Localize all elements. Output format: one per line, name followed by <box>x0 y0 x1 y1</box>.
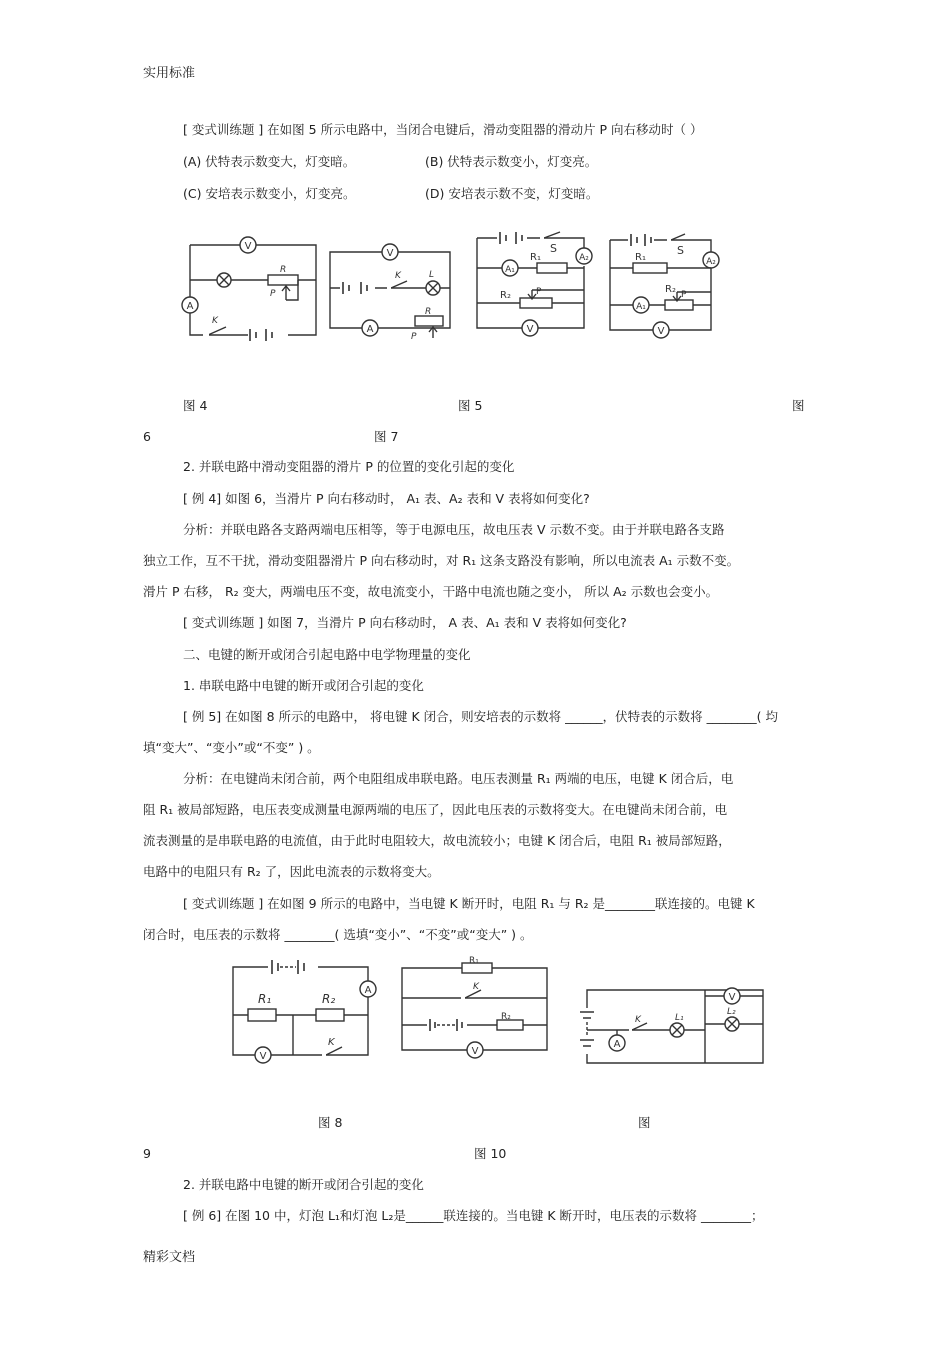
section-2-heading: 2. 并联电路中滑动变阻器的滑片 P 的位置的变化引起的变化 <box>183 459 515 474</box>
analysis-5-line4: 电路中的电阻只有 R₂ 了，因此电流表的示数将变大。 <box>143 864 440 879</box>
figure-10-caption: 图 10 <box>474 1146 507 1161</box>
svg-text:L₁: L₁ <box>675 1013 684 1023</box>
svg-text:L: L <box>429 270 435 280</box>
ammeter-label: A <box>186 301 194 312</box>
svg-text:P: P <box>681 290 687 300</box>
figure-8-circuit <box>228 955 378 1065</box>
section-two-heading: 二、电键的断开或闭合引起电路中电学物理量的变化 <box>183 647 471 662</box>
option-b: (B) 伏特表示数变小，灯变亮。 <box>425 154 598 169</box>
svg-text:R₁: R₁ <box>530 252 541 263</box>
voltmeter-label: V <box>244 241 252 252</box>
svg-text:R: R <box>425 307 432 317</box>
figure-6-caption-part1: 图 <box>792 398 805 413</box>
analysis-4-line1: 分析：并联电路各支路两端电压相等，等于电源电压，故电压表 V 示数不变。由于并联电路各支路 <box>183 522 725 537</box>
subsection-2-heading: 2. 并联电路中电键的断开或闭合引起的变化 <box>183 1177 424 1192</box>
svg-text:S: S <box>550 242 557 255</box>
variant-exercise-9-line2: 闭合时，电压表的示数将 ________( 选填“变小”、“不变”或“变大” ) 。 <box>143 927 533 942</box>
svg-text:V: V <box>728 992 736 1003</box>
svg-text:R₂: R₂ <box>322 992 336 1006</box>
analysis-4-line2: 独立工作，互不干扰，滑动变阻器滑片 P 向右移动时，对 R₁ 这条支路没有影响，所以电流表 A₁ 示数不变。 <box>143 553 740 568</box>
svg-text:P: P <box>536 287 542 297</box>
variant-exercise-7: [ 变式训练题 ] 如图 7，当滑片 P 向右移动时， A 表、A₁ 表和 V 表将如何变化? <box>183 615 627 630</box>
page-footer: 精彩文档 <box>143 1250 196 1265</box>
figure-8-caption: 图 8 <box>318 1115 343 1130</box>
figure-5-caption: 图 5 <box>458 398 483 413</box>
example-5-line2: 填“变大”、“变小”或“不变” ) 。 <box>143 740 320 755</box>
figure-9-circuit <box>397 955 552 1065</box>
page-header: 实用标准 <box>143 66 196 81</box>
svg-text:A: A <box>613 1039 621 1050</box>
svg-text:L₂: L₂ <box>727 1007 736 1017</box>
svg-text:R₂: R₂ <box>501 1012 511 1022</box>
svg-text:K: K <box>635 1015 641 1025</box>
example-4: [ 例 4] 如图 6，当滑片 P 向右移动时， A₁ 表、A₂ 表和 V 表将如何变化? <box>183 491 590 506</box>
figure-4-caption: 图 4 <box>183 398 208 413</box>
variant-exercise-9-line1: [ 变式训练题 ] 在如图 9 所示的电路中，当电键 K 断开时，电阻 R₁ 与 R₂ 是________联连接的。电键 K <box>183 896 755 911</box>
exercise-5-question: [ 变式训练题 ] 在如图 5 所示电路中，当闭合电键后，滑动变阻器的滑动片 P 向右移动时（ ） <box>183 122 703 137</box>
svg-text:R₁: R₁ <box>258 992 272 1006</box>
figure-6-circuit <box>472 228 602 343</box>
svg-text:A₁: A₁ <box>636 302 646 312</box>
svg-text:R₂: R₂ <box>665 284 676 295</box>
svg-text:K: K <box>328 1037 335 1048</box>
example-6: [ 例 6] 在图 10 中，灯泡 L₁和灯泡 L₂是______联连接的。当电键 K 断开时，电压表的示数将 ________； <box>183 1208 764 1223</box>
svg-text:R: R <box>280 265 287 275</box>
figure-6-caption-part2: 6 <box>143 429 151 444</box>
svg-text:A₁: A₁ <box>505 265 515 275</box>
svg-text:V: V <box>471 1046 479 1057</box>
figure-5-circuit <box>325 240 455 340</box>
analysis-4-line3: 滑片 P 右移， R₂ 变大，两端电压不变，故电流变小，干路中电流也随之变小， 所以 A₂ 示数也会变小。 <box>143 584 719 599</box>
svg-text:S: S <box>677 244 684 257</box>
analysis-5-line1: 分析：在电键尚未闭合前，两个电阻组成串联电路。电压表测量 R₁ 两端的电压，电键 K 闭合后，电 <box>183 771 734 786</box>
figure-10-circuit <box>577 978 772 1068</box>
option-d: (D) 安培表示数不变，灯变暗。 <box>425 186 599 201</box>
svg-text:R₁: R₁ <box>635 252 646 263</box>
example-5-line1: [ 例 5] 在如图 8 所示的电路中， 将电键 K 闭合，则安培表的示数将 ______，伏特表的示数将 ________( 均 <box>183 709 778 724</box>
svg-text:V: V <box>259 1051 267 1062</box>
svg-text:P: P <box>270 289 276 299</box>
svg-text:A₂: A₂ <box>706 257 716 267</box>
svg-text:P: P <box>411 332 417 340</box>
svg-text:K: K <box>395 271 401 281</box>
svg-text:K: K <box>473 982 479 992</box>
figure-7-circuit <box>603 230 728 345</box>
analysis-5-line3: 流表测量的是串联电路的电流值，由于此时电阻较大，故电流较小；电键 K 闭合后，电阻 R₁ 被局部短路， <box>143 833 731 848</box>
option-c: (C) 安培表示数变小，灯变亮。 <box>183 186 356 201</box>
svg-text:R₂: R₂ <box>500 290 511 301</box>
svg-text:V: V <box>657 326 665 337</box>
svg-text:A: A <box>364 985 372 996</box>
option-a: (A) 伏特表示数变大，灯变暗。 <box>183 154 356 169</box>
analysis-5-line2: 阻 R₁ 被局部短路，电压表变成测量电源两端的电压了，因此电压表的示数将变大。在电键尚未闭合前，电 <box>143 802 728 817</box>
svg-text:A: A <box>366 324 374 335</box>
figure-4-circuit <box>178 230 328 345</box>
figure-7-caption: 图 7 <box>374 429 399 444</box>
svg-text:V: V <box>526 324 534 335</box>
figure-9-caption-part1: 图 <box>638 1115 651 1130</box>
svg-text:V: V <box>386 248 394 259</box>
subsection-1-heading: 1. 串联电路中电键的断开或闭合引起的变化 <box>183 678 424 693</box>
svg-text:K: K <box>212 316 218 326</box>
svg-text:A₂: A₂ <box>579 253 589 263</box>
figure-9-caption-part2: 9 <box>143 1146 151 1161</box>
svg-text:R₁: R₁ <box>469 956 479 966</box>
